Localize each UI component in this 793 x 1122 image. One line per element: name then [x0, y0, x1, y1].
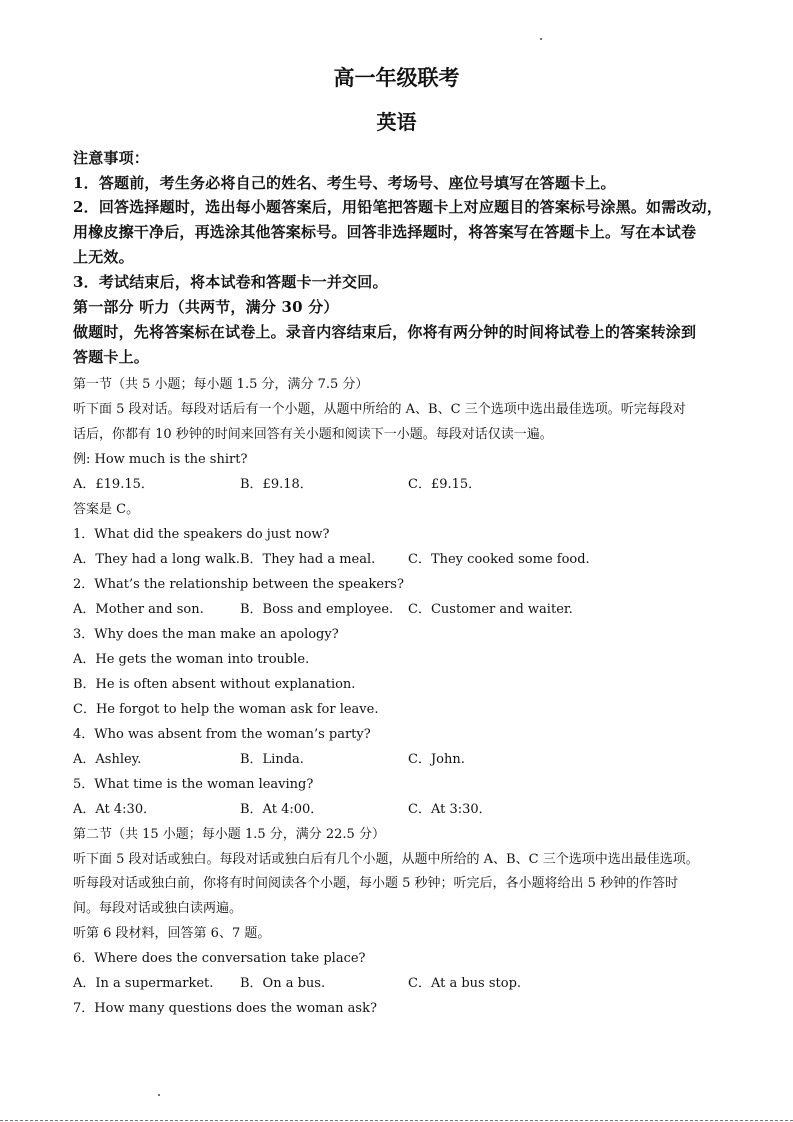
- question-7: 7．How many questions does the woman ask?: [73, 1001, 377, 1016]
- example-option-a: A．£19.15．: [73, 477, 154, 492]
- q4-option-a: A．Ashley.: [73, 752, 142, 767]
- q6-option-b: B．On a bus.: [240, 976, 326, 991]
- exam-subject: 英语: [376, 110, 417, 134]
- notice-heading: 注意事项：: [73, 149, 150, 167]
- section2-instructions-end: 间。每段对话或独白读两遍。: [73, 901, 243, 916]
- section1-instructions-cont: 话后，你都有 10 秒钟的时间来回答有关小题和阅读下一小题。每段对话仅读一遍。: [73, 427, 553, 442]
- notice-item-3: 3．考试结束后，将本试卷和答题卡一并交回。: [73, 273, 388, 291]
- example-answer: 答案是 C。: [73, 502, 140, 517]
- q1-option-b: B．They had a meal.: [240, 552, 376, 567]
- q1-option-a: A．They had a long walk.: [73, 552, 240, 567]
- q5-option-a: A．At 4:30．: [73, 802, 157, 817]
- q3-option-c: C．He forgot to help the woman ask for leave.: [73, 702, 379, 717]
- part1-instructions: 做题时，先将答案标在试卷上。录音内容结束后，你将有两分钟的时间将试卷上的答案转涂到: [73, 323, 697, 341]
- q4-option-b: B．Linda.: [240, 752, 304, 767]
- example-option-b: B．£9.18．: [240, 477, 313, 492]
- notice-item-2: 2．回答选择题时，选出每小题答案后，用铅笔把答题卡上对应题目的答案标号涂黑。如需改动，: [73, 198, 723, 216]
- scan-dot-bottom: [158, 1094, 160, 1096]
- q4-option-c: C．John.: [408, 752, 465, 767]
- q2-option-b: B．Boss and employee.: [240, 602, 394, 617]
- notice-item-1: 1．答题前，考生务必将自己的姓名、考生号、考场号、座位号填写在答题卡上。: [73, 174, 616, 192]
- question-2: 2．What’s the relationship between the speakers?: [73, 577, 404, 592]
- section1-instructions: 听下面 5 段对话。每段对话后有一个小题，从题中所给的 A、B、C 三个选项中选出最佳选项。听完每段对: [73, 402, 686, 417]
- section2-heading: 第二节（共 15 小题；每小题 1.5 分，满分 22.5 分）: [73, 827, 385, 842]
- question-1: 1．What did the speakers do just now?: [73, 527, 330, 542]
- question-6: 6．Where does the conversation take place?: [73, 951, 366, 966]
- notice-item-2-end: 上无效。: [73, 248, 134, 266]
- q3-option-a: A．He gets the woman into trouble.: [73, 652, 310, 667]
- scan-dot-top: [540, 38, 542, 40]
- part1-instructions-cont: 答题卡上。: [73, 348, 150, 366]
- section1-heading: 第一节（共 5 小题；每小题 1.5 分，满分 7.5 分）: [73, 377, 369, 392]
- page-bottom-rule: [0, 1120, 793, 1121]
- q5-option-b: B．At 4:00．: [240, 802, 324, 817]
- q2-option-a: A．Mother and son.: [73, 602, 204, 617]
- q1-option-c: C．They cooked some food.: [408, 552, 590, 567]
- part1-heading: 第一部分 听力（共两节，满分 30 分）: [73, 298, 339, 316]
- q6-option-a: A．In a supermarket.: [73, 976, 214, 991]
- example-option-c: C．£9.15．: [408, 477, 482, 492]
- q3-option-b: B．He is often absent without explanation.: [73, 677, 356, 692]
- q2-option-c: C．Customer and waiter.: [408, 602, 573, 617]
- q6-option-c: C．At a bus stop.: [408, 976, 522, 991]
- section2-instructions-cont: 听每段对话或独白前，你将有时间阅读各个小题，每小题 5 秒钟；听完后，各小题将给出 5 秒钟的作答时: [73, 876, 679, 891]
- section2-instructions: 听下面 5 段对话或独白。每段对话或独白后有几个小题，从题中所给的 A、B、C 三个选项中选出最佳选项。: [73, 852, 699, 867]
- question-5: 5．What time is the woman leaving?: [73, 777, 314, 792]
- example-question: 例: How much is the shirt?: [73, 452, 248, 467]
- material-6-note: 听第 6 段材料，回答第 6、7 题。: [73, 926, 271, 941]
- exam-title: 高一年级联考: [333, 65, 460, 90]
- notice-item-2-cont: 用橡皮擦干净后，再选涂其他答案标号。回答非选择题时，将答案写在答题卡上。写在本试卷: [73, 223, 697, 241]
- question-3: 3．Why does the man make an apology?: [73, 627, 339, 642]
- q5-option-c: C．At 3:30．: [408, 802, 492, 817]
- question-4: 4．Who was absent from the woman’s party?: [73, 727, 371, 742]
